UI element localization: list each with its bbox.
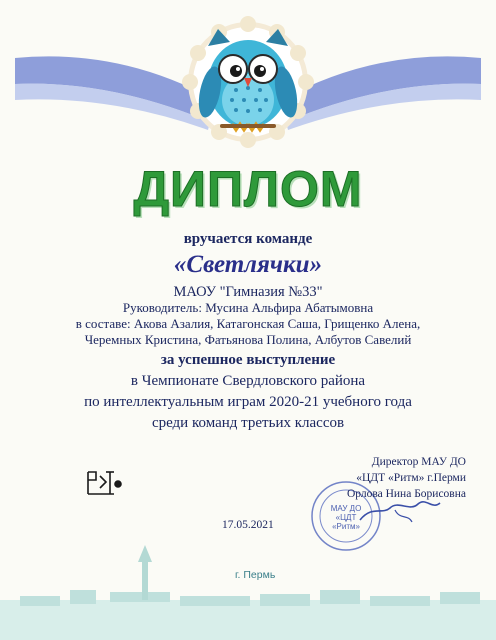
success-text: за успешное выступление [160,352,336,368]
stamp-text-3: «Ритм» [332,522,360,531]
city-skyline [0,545,496,640]
members-line-1: в составе: Акова Азалия, Катагонская Саша, Грищенко Алена, [75,316,421,331]
signatory-position: Директор МАУ ДО [371,456,466,468]
championship-line-2: по интеллектуальным играм 2020-21 учебного года [84,394,412,410]
school-name: МАОУ "Гимназия №33" [173,284,323,300]
ritm-logo-icon [88,472,121,494]
championship-line-1: в Чемпионате Свердловского района [130,373,366,389]
city-label: г. Пермь [235,569,276,581]
signatory-organization: «ЦДТ «Ритм» г.Перми [356,472,466,484]
signatory-name: Орлова Нина Борисовна [346,488,466,500]
issue-date: 17.05.2021 [222,519,274,531]
team-name: «Светлячки» [173,251,323,278]
stamp-text-2: «ЦДТ [335,513,357,522]
members-line-2: Черемных Кристина, Фатьянова Полина, Албутов Савелий [84,332,412,347]
stamp-text-1: МАУ ДО [330,504,362,513]
leader-line: Руководитель: Мусина Альфира Абатымовна [122,300,374,315]
championship-line-3: среди команд третьих классов [151,415,345,431]
stamp [310,480,382,552]
diploma-title: ДИПЛОМ [133,161,363,217]
awarded-to-text: вручается команде [183,231,313,247]
